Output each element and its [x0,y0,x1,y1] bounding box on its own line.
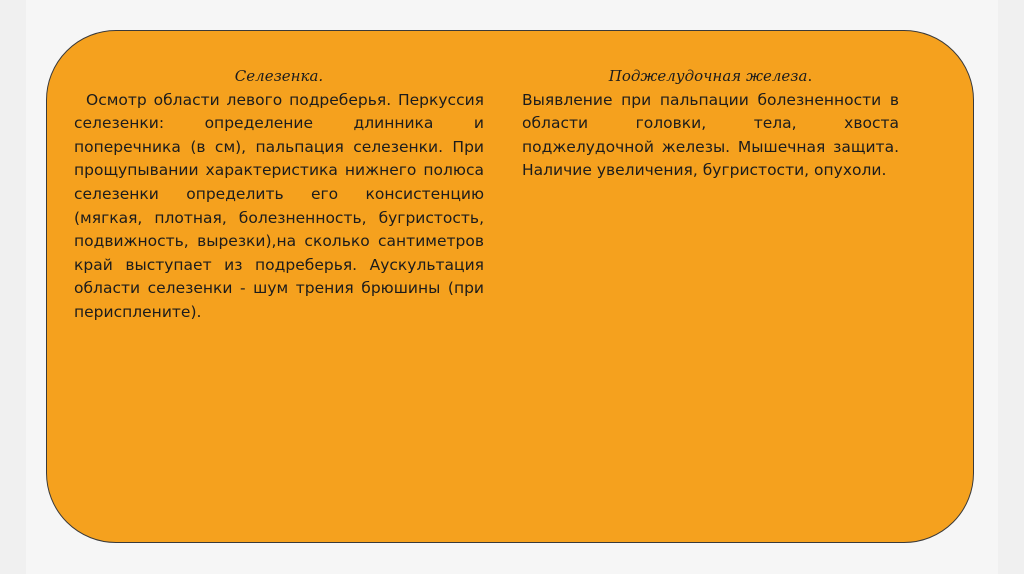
background-right-stripe [998,0,1024,574]
pancreas-title-suffix: . [807,67,813,85]
pancreas-title-line [522,65,899,89]
pancreas-text: Выявление при пальпации болезненности в области головки, тела, хвоста поджелудочной железы. Мышечная защита. Наличие увеличения, бугристости, опухоли. [522,90,899,180]
background-left-stripe [0,0,26,574]
spleen-text: Осмотр области левого подреберья. Перкуссия селезенки: определение длинника и поперечника (в см), пальпация селезенки. При прощупывании характеристика нижнего полюса селезенки определить его консистенцию (мягкая, плотная, болезненность, бугристость, подвижность, вырезки),на сколько сантиметров край выступает из подреберья. Аускультация области селезенки - шум трения брюшины (при перисплените). [74,90,484,321]
spleen-title: Селезенка. [234,67,324,85]
content-card [46,30,974,543]
pancreas-section [522,65,899,183]
pancreas-title: Поджелудочная железа [608,67,808,85]
spleen-section [74,65,484,325]
